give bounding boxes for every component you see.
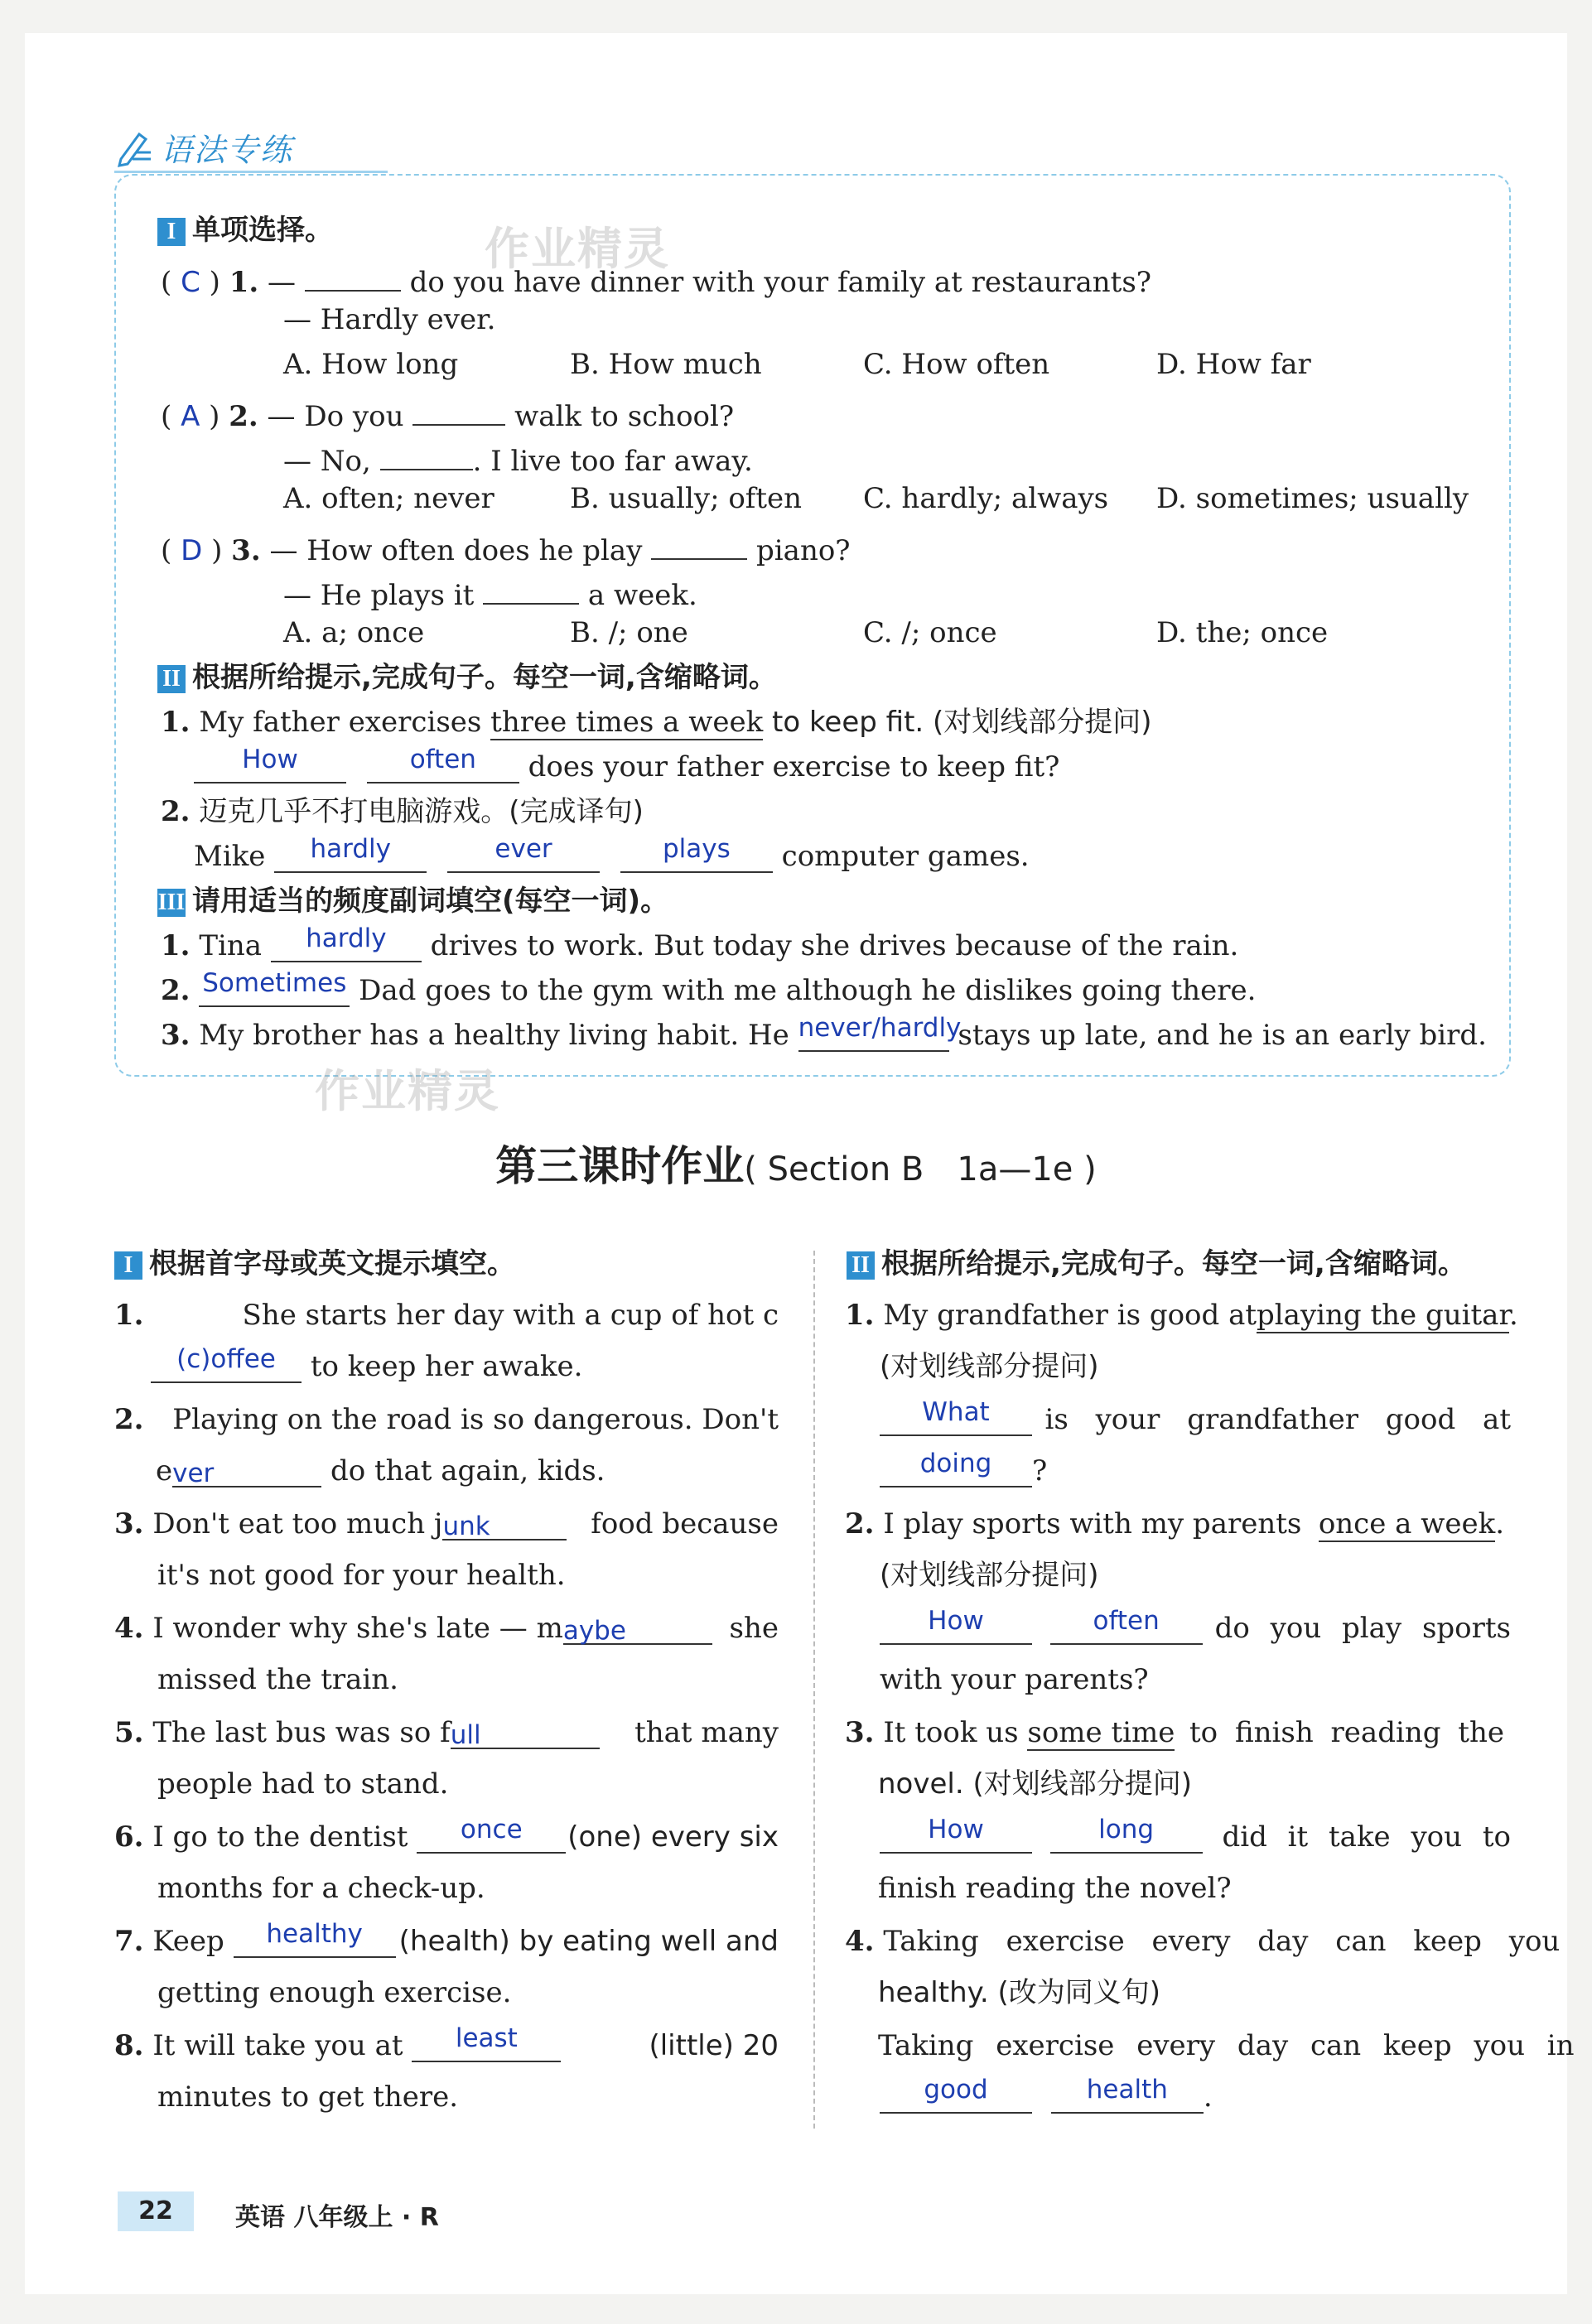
blank[interactable]: unk	[442, 1507, 567, 1540]
option: D. How far	[1156, 348, 1311, 381]
underlined-phrase: three times a week	[490, 706, 764, 739]
question: 1. My grandfather is good at playing the guitar.	[845, 1299, 1518, 1332]
question: 3. Don't eat too much junk food because	[114, 1507, 779, 1541]
answer-line: ever do that again, kids.	[156, 1454, 605, 1488]
answer-line: Taking exercise every day can keep you in	[878, 2029, 1575, 2062]
option: D. sometimes; usually	[1156, 482, 1469, 515]
blank[interactable]: Sometimes	[199, 974, 350, 1007]
answer-line: How often does your father exercise to keep fit?	[194, 750, 1059, 784]
column-divider	[813, 1251, 815, 2129]
question: 2. Sometimes Dad goes to the gym with me although he dislikes going there.	[161, 968, 1257, 1007]
note: (对划线部分提问)	[880, 1559, 1099, 1592]
option: B. How much	[570, 348, 762, 381]
question: 5. The last bus was so full that many	[114, 1716, 779, 1750]
watermark: 作业精灵	[485, 223, 670, 275]
option: A. often; never	[283, 482, 494, 515]
blank[interactable]: often	[1050, 1612, 1203, 1645]
answer: C	[181, 266, 200, 299]
blank[interactable]: What	[880, 1403, 1032, 1436]
pencil-icon	[114, 128, 154, 167]
question: 1. She starts her day with a cup of hot c	[114, 1299, 779, 1332]
option: C. hardly; always	[863, 482, 1109, 515]
question: 4. Taking exercise every day can keep you	[845, 1925, 1561, 1958]
answer-line: with your parents?	[880, 1663, 1149, 1696]
blank[interactable]: healthy	[234, 1925, 396, 1958]
blank[interactable]: How	[880, 1612, 1032, 1645]
blank[interactable]: hardly	[274, 840, 427, 873]
question: ( D ) 3. — How often does he play piano?	[161, 527, 851, 567]
blank[interactable]: (c)offee	[151, 1350, 302, 1383]
blank[interactable]: ull	[451, 1716, 600, 1749]
watermark: 作业精灵	[315, 1065, 500, 1117]
reply: — He plays it a week.	[283, 571, 697, 612]
blank[interactable]	[483, 571, 579, 605]
question: 1. My father exercises three times a week to keep fit. (对划线部分提问)	[161, 706, 1152, 739]
question: 2. I play sports with my parents once a week.	[845, 1507, 1504, 1540]
section-header	[114, 124, 293, 170]
blank[interactable]	[380, 437, 473, 470]
blank[interactable]	[412, 393, 505, 426]
question: 1. Tina hardly drives to work. But today she drives because of the rain.	[161, 923, 1239, 962]
blank[interactable]: ever	[447, 840, 600, 873]
blank[interactable]: health	[1051, 2081, 1204, 2114]
answer-line: minutes to get there.	[157, 2081, 459, 2114]
question: 4. I wonder why she's late — maybe she	[114, 1612, 779, 1646]
question: 2. Playing on the road is so dangerous. Don't	[114, 1403, 779, 1436]
answer: A	[181, 400, 200, 433]
answer-line: people had to stand.	[157, 1767, 449, 1801]
question: 2. 迈克几乎不打电脑游戏。(完成译句)	[161, 795, 644, 828]
answer: D	[181, 534, 203, 567]
answer-line: getting enough exercise.	[157, 1976, 512, 2009]
question: 6. I go to the dentist once (one) every six	[114, 1815, 779, 1854]
answer-line: missed the train.	[157, 1663, 398, 1696]
blank[interactable]: good	[880, 2081, 1032, 2114]
answer-line: good health .	[880, 2081, 1213, 2114]
section-badge: I	[157, 218, 186, 246]
answer-line: How often do you play sports	[880, 1612, 1511, 1645]
lesson-title: 第三课时作业( Section B 1a—1e )	[495, 1142, 1097, 1190]
answer-line: How long did it take you to	[880, 1820, 1511, 1854]
reply: — Hardly ever.	[283, 303, 496, 336]
underlined-phrase: playing the guitar	[1257, 1299, 1509, 1332]
answer-line: (c)offee to keep her awake.	[151, 1350, 582, 1383]
answer-line: Mike hardly ever plays computer games.	[194, 834, 1030, 873]
option: A. a; once	[283, 616, 425, 649]
answer-line: What is your grandfather good at	[880, 1403, 1511, 1436]
blank[interactable]: plays	[620, 840, 773, 873]
note: healthy. (改为同义句)	[878, 1976, 1161, 2009]
answer-line: finish reading the novel?	[878, 1872, 1232, 1905]
blank[interactable]: ver	[172, 1454, 321, 1487]
part2-heading: II 根据所给提示,完成句子。每空一词,含缩略词。	[157, 661, 777, 694]
blank[interactable]: least	[412, 2029, 561, 2062]
question: ( C ) 1. — do you have dinner with your family at restaurants?	[161, 258, 1151, 299]
question: 8. It will take you at least (little) 20	[114, 2023, 779, 2062]
answer-line: months for a check-up.	[157, 1872, 485, 1905]
page-number: 22	[118, 2191, 194, 2231]
underlined-phrase: some time	[1027, 1716, 1175, 1749]
blank[interactable]: long	[1050, 1820, 1203, 1854]
section-badge: III	[157, 889, 186, 915]
option: B. usually; often	[570, 482, 803, 515]
section-badge: I	[114, 1251, 142, 1280]
blank[interactable]: hardly	[271, 929, 422, 962]
blank[interactable]: often	[367, 750, 519, 784]
reply: — No, . I live too far away.	[283, 437, 753, 478]
blank[interactable]: How	[194, 750, 346, 784]
question: ( A ) 2. — Do you walk to school?	[161, 393, 734, 433]
question: 3. My brother has a healthy living habit. He never/hardly stays up late, and he is an early bird.	[161, 1013, 1487, 1052]
answer-line: doing ?	[880, 1454, 1047, 1487]
option: B. /; one	[570, 616, 688, 649]
blank[interactable]: never/hardly	[798, 1019, 949, 1052]
section-title: 语法专练	[161, 132, 294, 168]
blank[interactable]	[305, 258, 401, 292]
blank[interactable]: aybe	[563, 1612, 712, 1645]
option: C. How often	[863, 348, 1050, 381]
question: 3. It took us some time to finish reading the	[845, 1716, 1504, 1749]
blank[interactable]: doing	[880, 1454, 1032, 1487]
option: A. How long	[283, 348, 459, 381]
option: C. /; once	[863, 616, 997, 649]
note: novel. (对划线部分提问)	[878, 1767, 1192, 1801]
question: 7. Keep healthy (health) by eating well and	[114, 1919, 779, 1958]
option: D. the; once	[1156, 616, 1329, 649]
blank[interactable]: How	[880, 1820, 1032, 1854]
blank[interactable]: once	[417, 1820, 566, 1854]
blank[interactable]	[651, 527, 747, 560]
note: (对划线部分提问)	[880, 1350, 1099, 1383]
book-title: 英语 八年级上 · R	[235, 2203, 439, 2232]
right-heading: II 根据所给提示,完成句子。每空一词,含缩略词。	[847, 1247, 1466, 1280]
underlined-phrase: once a week	[1318, 1507, 1496, 1540]
part1-heading: I 单项选择。	[157, 214, 333, 247]
left-heading: I 根据首字母或英文提示填空。	[114, 1247, 515, 1280]
header-underline	[114, 171, 388, 173]
part3-heading: III 请用适当的频度副词填空(每空一词)。	[157, 885, 669, 918]
section-badge: II	[157, 665, 186, 693]
section-badge: II	[847, 1251, 875, 1280]
answer-line: it's not good for your health.	[157, 1559, 566, 1592]
